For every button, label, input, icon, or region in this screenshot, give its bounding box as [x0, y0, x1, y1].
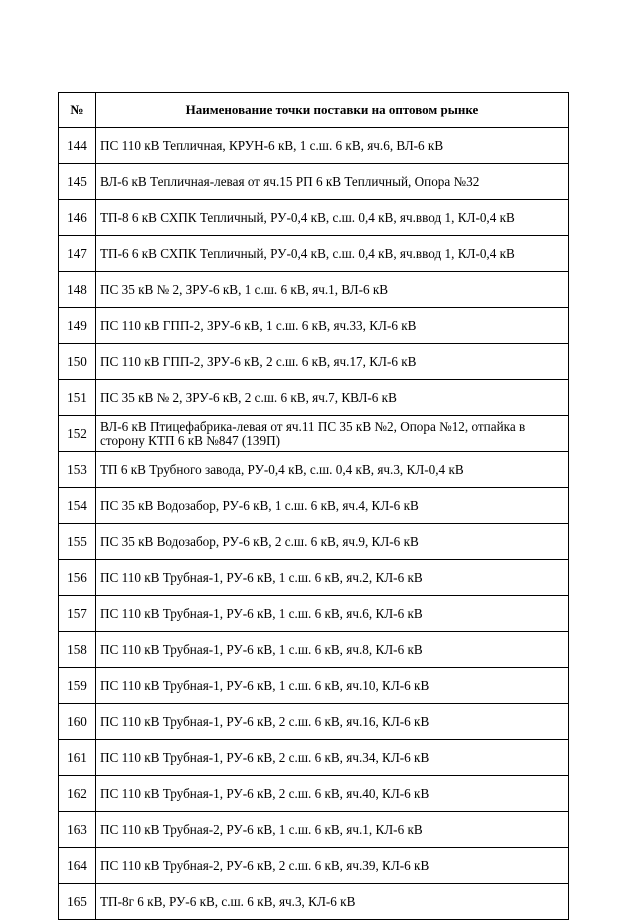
table-row	[59, 704, 569, 740]
table-row	[59, 776, 569, 812]
row-point-name: ПС 110 кВ Трубная-1, РУ-6 кВ, 2 с.ш. 6 кВ, яч.34, КЛ-6 кВ	[96, 740, 569, 776]
delivery-points-table	[58, 92, 569, 920]
row-point-name: ТП-6 6 кВ СХПК Тепличный, РУ-0,4 кВ, с.ш. 0,4 кВ, яч.ввод 1, КЛ-0,4 кВ	[96, 236, 569, 272]
row-number: 149	[59, 308, 96, 344]
row-point-name: ТП-8 6 кВ СХПК Тепличный, РУ-0,4 кВ, с.ш. 0,4 кВ, яч.ввод 1, КЛ-0,4 кВ	[96, 200, 569, 236]
row-point-name: ПС 35 кВ № 2, ЗРУ-6 кВ, 1 с.ш. 6 кВ, яч.1, ВЛ-6 кВ	[96, 272, 569, 308]
row-number: 161	[59, 740, 96, 776]
table-row	[59, 632, 569, 668]
table-header-row	[59, 93, 569, 128]
row-number: 150	[59, 344, 96, 380]
row-number: 148	[59, 272, 96, 308]
table-row	[59, 416, 569, 452]
table-row	[59, 344, 569, 380]
row-point-name: ТП 6 кВ Трубного завода, РУ-0,4 кВ, с.ш. 0,4 кВ, яч.3, КЛ-0,4 кВ	[96, 452, 569, 488]
row-point-name: ПС 110 кВ Трубная-1, РУ-6 кВ, 1 с.ш. 6 кВ, яч.2, КЛ-6 кВ	[96, 560, 569, 596]
row-number: 152	[59, 416, 96, 452]
table-row	[59, 164, 569, 200]
header-point-name: Наименование точки поставки на оптовом рынке	[96, 93, 569, 128]
table-row	[59, 560, 569, 596]
row-number: 151	[59, 380, 96, 416]
row-number: 158	[59, 632, 96, 668]
row-point-name: ВЛ-6 кВ Тепличная-левая от яч.15 РП 6 кВ Тепличный, Опора №32	[96, 164, 569, 200]
row-number: 145	[59, 164, 96, 200]
row-number: 144	[59, 128, 96, 164]
row-number: 160	[59, 704, 96, 740]
table-body	[59, 128, 569, 920]
row-number: 153	[59, 452, 96, 488]
row-number: 147	[59, 236, 96, 272]
table-row	[59, 272, 569, 308]
table-row	[59, 128, 569, 164]
table-row	[59, 596, 569, 632]
row-point-name: ПС 35 кВ Водозабор, РУ-6 кВ, 1 с.ш. 6 кВ, яч.4, КЛ-6 кВ	[96, 488, 569, 524]
row-number: 162	[59, 776, 96, 812]
row-point-name: ПС 35 кВ № 2, ЗРУ-6 кВ, 2 с.ш. 6 кВ, яч.7, КВЛ-6 кВ	[96, 380, 569, 416]
row-point-name: ПС 110 кВ ГПП-2, ЗРУ-6 кВ, 1 с.ш. 6 кВ, яч.33, КЛ-6 кВ	[96, 308, 569, 344]
row-point-name: ПС 110 кВ ГПП-2, ЗРУ-6 кВ, 2 с.ш. 6 кВ, яч.17, КЛ-6 кВ	[96, 344, 569, 380]
row-point-name: ПС 110 кВ Трубная-1, РУ-6 кВ, 2 с.ш. 6 кВ, яч.16, КЛ-6 кВ	[96, 704, 569, 740]
table-row	[59, 308, 569, 344]
row-number: 163	[59, 812, 96, 848]
row-point-name: ПС 110 кВ Трубная-1, РУ-6 кВ, 1 с.ш. 6 кВ, яч.8, КЛ-6 кВ	[96, 632, 569, 668]
row-number: 154	[59, 488, 96, 524]
row-point-name: ПС 110 кВ Трубная-2, РУ-6 кВ, 2 с.ш. 6 кВ, яч.39, КЛ-6 кВ	[96, 848, 569, 884]
row-number: 146	[59, 200, 96, 236]
table-row	[59, 812, 569, 848]
table-row	[59, 740, 569, 776]
table-row	[59, 848, 569, 884]
row-point-name: ВЛ-6 кВ Птицефабрика-левая от яч.11 ПС 35 кВ №2, Опора №12, отпайка в сторону КТП 6 кВ №847 (139П)	[96, 416, 569, 452]
table-row	[59, 668, 569, 704]
row-point-name: ПС 110 кВ Трубная-1, РУ-6 кВ, 1 с.ш. 6 кВ, яч.6, КЛ-6 кВ	[96, 596, 569, 632]
table-row	[59, 884, 569, 920]
row-point-name: ПС 35 кВ Водозабор, РУ-6 кВ, 2 с.ш. 6 кВ, яч.9, КЛ-6 кВ	[96, 524, 569, 560]
table-row	[59, 452, 569, 488]
row-number: 164	[59, 848, 96, 884]
row-number: 165	[59, 884, 96, 920]
row-number: 157	[59, 596, 96, 632]
table-row	[59, 380, 569, 416]
row-point-name: ПС 110 кВ Тепличная, КРУН-6 кВ, 1 с.ш. 6 кВ, яч.6, ВЛ-6 кВ	[96, 128, 569, 164]
table-row	[59, 524, 569, 560]
row-point-name: ПС 110 кВ Трубная-1, РУ-6 кВ, 1 с.ш. 6 кВ, яч.10, КЛ-6 кВ	[96, 668, 569, 704]
row-number: 155	[59, 524, 96, 560]
row-number: 156	[59, 560, 96, 596]
table-row	[59, 200, 569, 236]
header-number: №	[59, 93, 96, 128]
row-point-name: ПС 110 кВ Трубная-1, РУ-6 кВ, 2 с.ш. 6 кВ, яч.40, КЛ-6 кВ	[96, 776, 569, 812]
row-number: 159	[59, 668, 96, 704]
table-row	[59, 488, 569, 524]
row-point-name: ПС 110 кВ Трубная-2, РУ-6 кВ, 1 с.ш. 6 кВ, яч.1, КЛ-6 кВ	[96, 812, 569, 848]
row-point-name: ТП-8г 6 кВ, РУ-6 кВ, с.ш. 6 кВ, яч.3, КЛ-6 кВ	[96, 884, 569, 920]
table-row	[59, 236, 569, 272]
